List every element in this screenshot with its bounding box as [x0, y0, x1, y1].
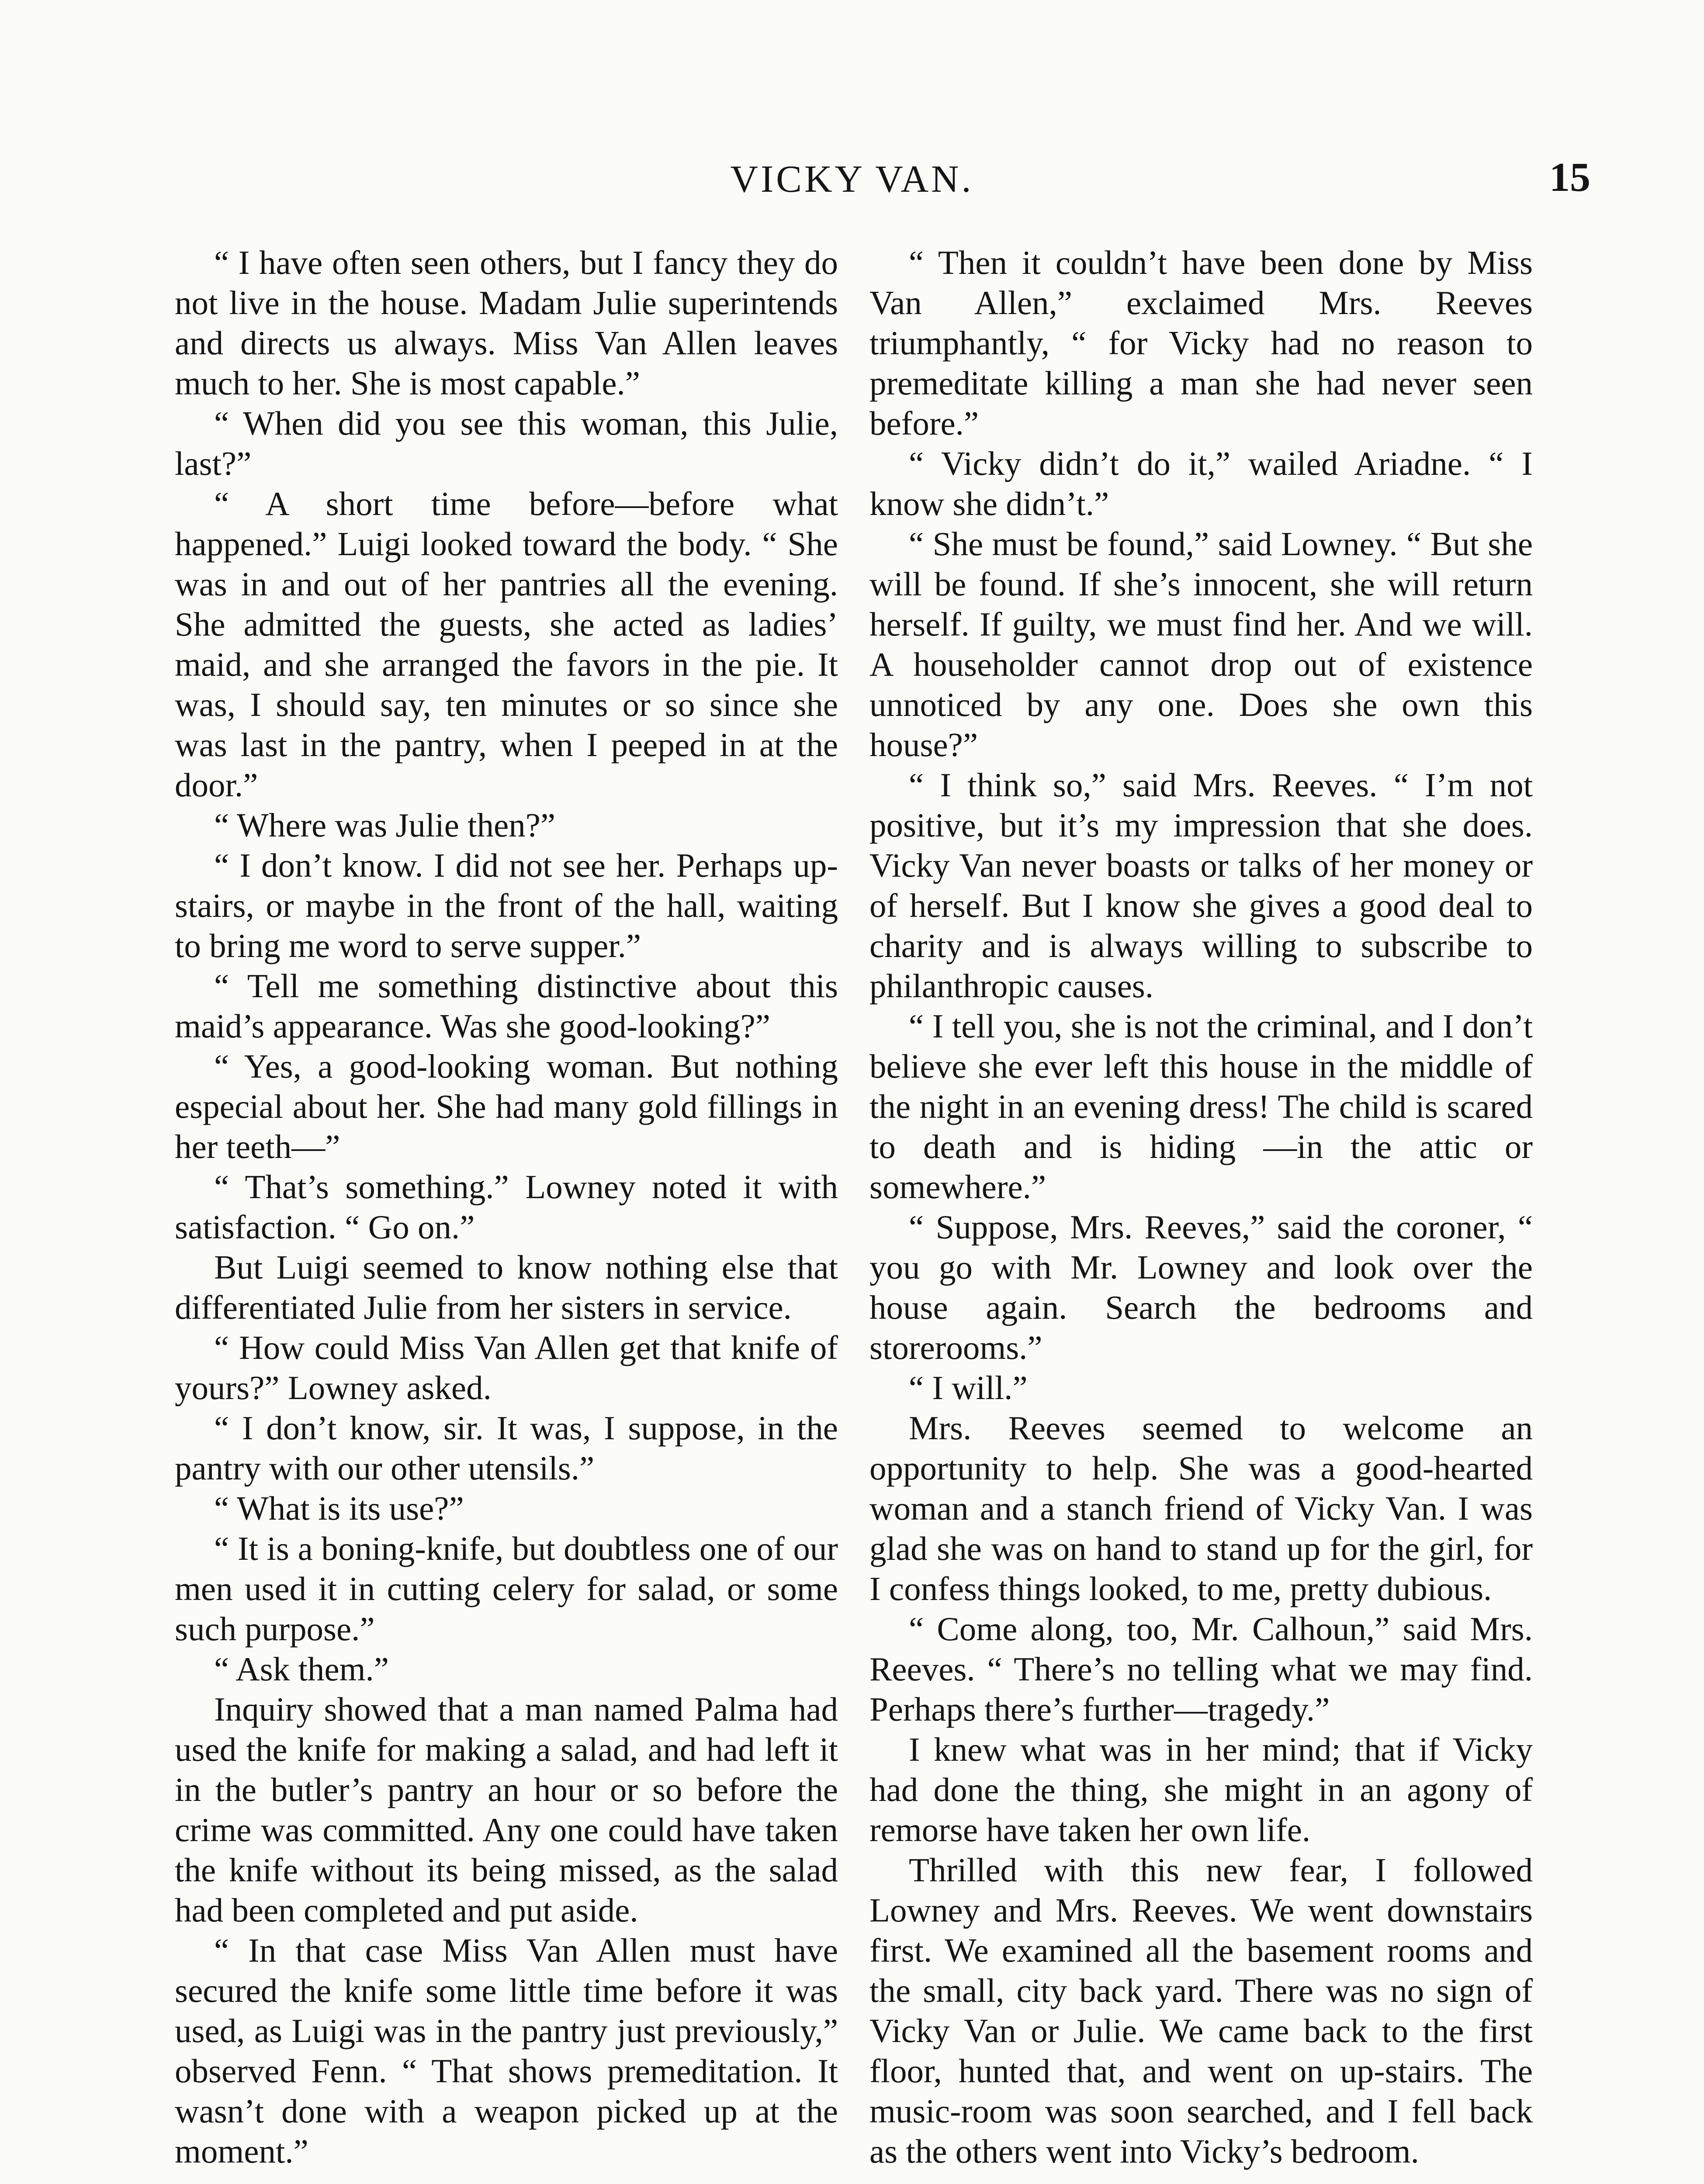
paragraph: “ When did you see this woman, this Julie, last?”: [175, 404, 838, 482]
paragraph: “ How could Miss Van Allen get that knife of yours?” Lowney asked.: [175, 1329, 838, 1406]
paragraph: Inquiry showed that a man named Palma had used the knife for making a salad, and had left it in the butler’s pantry an hour or so before the crime was committed. Any one could have taken the knife without its being missed, as the salad had been completed and put aside.: [175, 1690, 838, 1929]
paragraph: “ That’s something.” Lowney noted it with satisfaction. “ Go on.”: [175, 1168, 838, 1246]
paragraph: “ Where was Julie then?”: [214, 806, 556, 844]
paragraph: Mrs. Reeves seemed to welcome an opportunity to help. She was a good-hearted woman and a stanch friend of Vicky Van. I was glad she was on hand to stand up for the girl, for I confess things looked, to me, pretty dubious.: [869, 1409, 1533, 1607]
paragraph: “ Ask them.”: [214, 1650, 389, 1688]
paragraph: “ In that case Miss Van Allen must have secured the knife some little time before it was used, as Luigi was in the pantry just previously,” observed Fenn. “ That shows premeditation. It wasn’t done with a weapon picked up at the moment.”: [175, 1932, 838, 2170]
paragraph: “ I think so,” said Mrs. Reeves. “ I’m not positive, but it’s my impression that she does. Vicky Van never boasts or talks of her money or of herself. But I know she gives a good deal to charity and is always willing to subscribe to philanthropic causes.: [869, 766, 1533, 1005]
right-column: [869, 242, 1533, 2171]
paragraph: “ I have often seen others, but I fancy they do not live in the house. Madam Julie superintends and directs us always. Miss Van Allen leaves much to her. She is most capable.”: [175, 244, 838, 402]
paragraph: “ Vicky didn’t do it,” wailed Ariadne. “ I know she didn’t.”: [869, 445, 1533, 522]
page-number: 15: [1549, 155, 1590, 200]
paragraph: “ Yes, a good-looking woman. But nothing especial about her. She had many gold fillings in her teeth—”: [175, 1047, 838, 1165]
paragraph: “ Then it couldn’t have been done by Miss Van Allen,” exclaimed Mrs. Reeves triumphantly, “ for Vicky had no reason to premeditate killing a man she had never seen before.”: [869, 244, 1533, 442]
paragraph: Thrilled with this new fear, I followed Lowney and Mrs. Reeves. We went downstairs first. We examined all the basement rooms and the small, city back yard. There was no sign of Vicky Van or Julie. We came back to the first floor, hunted that, and went on up-stairs. The music-room was soon searched, and I fell back as the others went into Vicky’s bedroom.: [869, 1851, 1533, 2170]
paragraph: “ Suppose, Mrs. Reeves,” said the coroner, “ you go with Mr. Lowney and look over the house again. Search the bedrooms and storerooms.”: [869, 1208, 1533, 1366]
paragraph: I knew what was in her mind; that if Vicky had done the thing, she might in an agony of remorse have taken her own life.: [869, 1731, 1533, 1849]
paragraph: “ I tell you, she is not the criminal, and I don’t believe she ever left this house in the middle of the night in an evening dress! The child is scared to death and is hiding —in the attic or somewhere.”: [869, 1007, 1533, 1206]
paragraph: “ I don’t know. I did not see her. Perhaps up-stairs, or maybe in the front of the hall, waiting to bring me word to serve supper.”: [175, 847, 838, 964]
page-title: VICKY VAN.: [730, 158, 974, 200]
paragraph: “ Tell me something distinctive about this maid’s appearance. Was she good-looking?”: [175, 967, 838, 1045]
paragraph: “ A short time before—before what happened.” Luigi looked toward the body. “ She was in and out of her pantries all the evening. She admitted the guests, she acted as ladies’ maid, and she arranged the favors in the pie. It was, I should say, ten minutes or so since she was last in the pantry, when I peeped in at the door.”: [175, 485, 838, 804]
paragraph: “ It is a boning-knife, but doubtless one of our men used it in cutting celery for salad, or some such purpose.”: [175, 1530, 838, 1648]
paragraph: But Luigi seemed to know nothing else that differentiated Julie from her sisters in service.: [175, 1248, 838, 1326]
left-column: [175, 242, 838, 2171]
paragraph: “ Come along, too, Mr. Calhoun,” said Mrs. Reeves. “ There’s no telling what we may find. Perhaps there’s further—tragedy.”: [869, 1610, 1533, 1728]
paragraph: “ She must be found,” said Lowney. “ But she will be found. If she’s innocent, she will return herself. If guilty, we must find her. And we will. A householder cannot drop out of existence unnoticed by any one. Does she own this house?”: [869, 525, 1533, 764]
paragraph: “ What is its use?”: [214, 1489, 464, 1527]
paragraph: “ I don’t know, sir. It was, I suppose, in the pantry with our other utensils.”: [175, 1409, 838, 1487]
paragraph: “ I will.”: [909, 1369, 1028, 1406]
